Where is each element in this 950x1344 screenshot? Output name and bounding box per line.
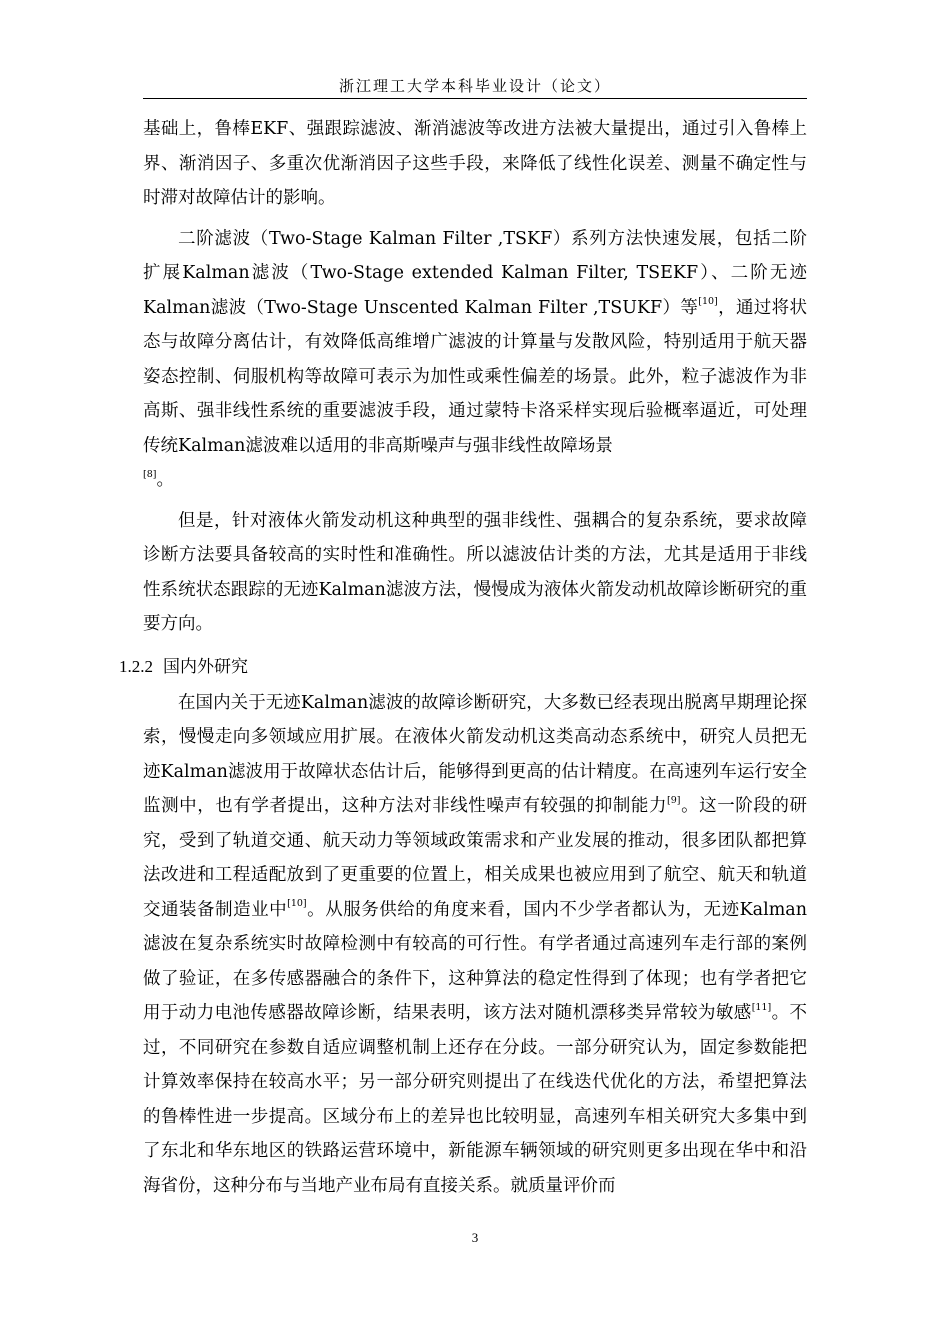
citation: [8] <box>143 468 157 480</box>
paragraph-3: 但是，针对液体火箭发动机这种典型的强非线性、强耦合的复杂系统，要求故障诊断方法要具备较高的实时性和准确性。所以滤波估计类的方法，尤其是适用于非线性系统状态跟踪的无迹Kalman滤波方法，慢慢成为液体火箭发动机故障诊断研究的重要方向。 <box>143 510 807 634</box>
section-title: 国内外研究 <box>163 656 248 677</box>
main-content <box>119 112 808 1203</box>
header-rule <box>143 98 807 99</box>
citation: [9] <box>667 794 681 806</box>
citation: [10] <box>287 898 307 910</box>
paragraph-4 <box>143 686 807 1204</box>
section-number: 1.2.2 <box>119 656 153 676</box>
page-number: 3 <box>471 1230 479 1245</box>
paragraph-2-text-b: ，通过将状态与故障分离估计，有效降低高维增广滤波的计算量与发散风险，特别适用于航天器姿态控制、伺服机构等故障可表示为加性或乘性偏差的场景。此外，粒子滤波作为非高斯、强非线性系统的重要滤波手段，通过蒙特卡洛采样实现后验概率逼近，可处理传统Kalman滤波难以适用的非高斯噪声与强非线性故障场景 <box>143 297 808 456</box>
paragraph-4-text-a: 在国内关于无迹Kalman滤波的故障诊断研究，大多数已经表现出脱离早期理论探索，慢慢走向多领域应用扩展。在液体火箭发动机这类高动态系统中，研究人员把无迹Kalman滤波用于故障状态估计后，能够得到更高的估计精度。在高速列车运行安全监测中，也有学者提出，这种方法对非线性噪声有较强的抑制能力 <box>143 692 807 816</box>
paragraph-1: 基础上，鲁棒EKF、强跟踪滤波、渐消滤波等改进方法被大量提出，通过引入鲁棒上界、渐消因子、多重次优渐消因子这些手段，来降低了线性化误差、测量不确定性与时滞对故障估计的影响。 <box>143 119 807 208</box>
paragraph-4-text-d: 。不过，不同研究在参数自适应调整机制上还存在分歧。一部分研究认为，固定参数能把计算效率保持在较高水平；另一部分研究则提出了在线迭代优化的方法，希望把算法的鲁棒性进一步提高。区域分布上的差异也比较明显，高速列车相关研究大多集中到了东北和华东地区的铁路运营环境中，新能源车辆领域的研究则更多出现在华中和沿海省份，这种分布与当地产业布局有直接关系。就质量评价而 <box>143 1003 808 1196</box>
paragraph-4-text-b: 。这一阶段的研究，受到了轨道交通、航天动力等领域政策需求和产业发展的推动，很多团队都把算法改进和工程适配放到了更重要的位置上，相关成果也被应用到了航空、航天和轨道交通装备制造业中 <box>143 796 808 920</box>
paragraph-4-text-c: 。从服务供给的角度来看，国内不少学者都认为，无迹Kalman滤波在复杂系统实时故障检测中有较高的可行性。有学者通过高速列车走行部的案例做了验证，在多传感器融合的条件下，这种算法的稳定性得到了体现；也有学者把它用于动力电池传感器故障诊断，结果表明，该方法对随机漂移类异常较为敏感 <box>143 899 807 1023</box>
page-header: 浙江理工大学本科毕业设计（论文） <box>338 77 611 95</box>
paragraph-2 <box>143 222 807 498</box>
citation: [11] <box>751 1001 772 1013</box>
citation: [10] <box>698 296 718 308</box>
section-heading <box>119 650 807 684</box>
paragraph-2-text-a: 二阶滤波（Two-Stage Kalman Filter ,TSKF）系列方法快速发展，包括二阶扩展Kalman滤波（Two-Stage extended Kalman Filter, TSEKF）、二阶无迹Kalman滤波（Two-Stage Unscented Kalman Filter ,TSUKF）等 <box>143 228 807 318</box>
paragraph-2-text-c: 。 <box>156 470 174 490</box>
